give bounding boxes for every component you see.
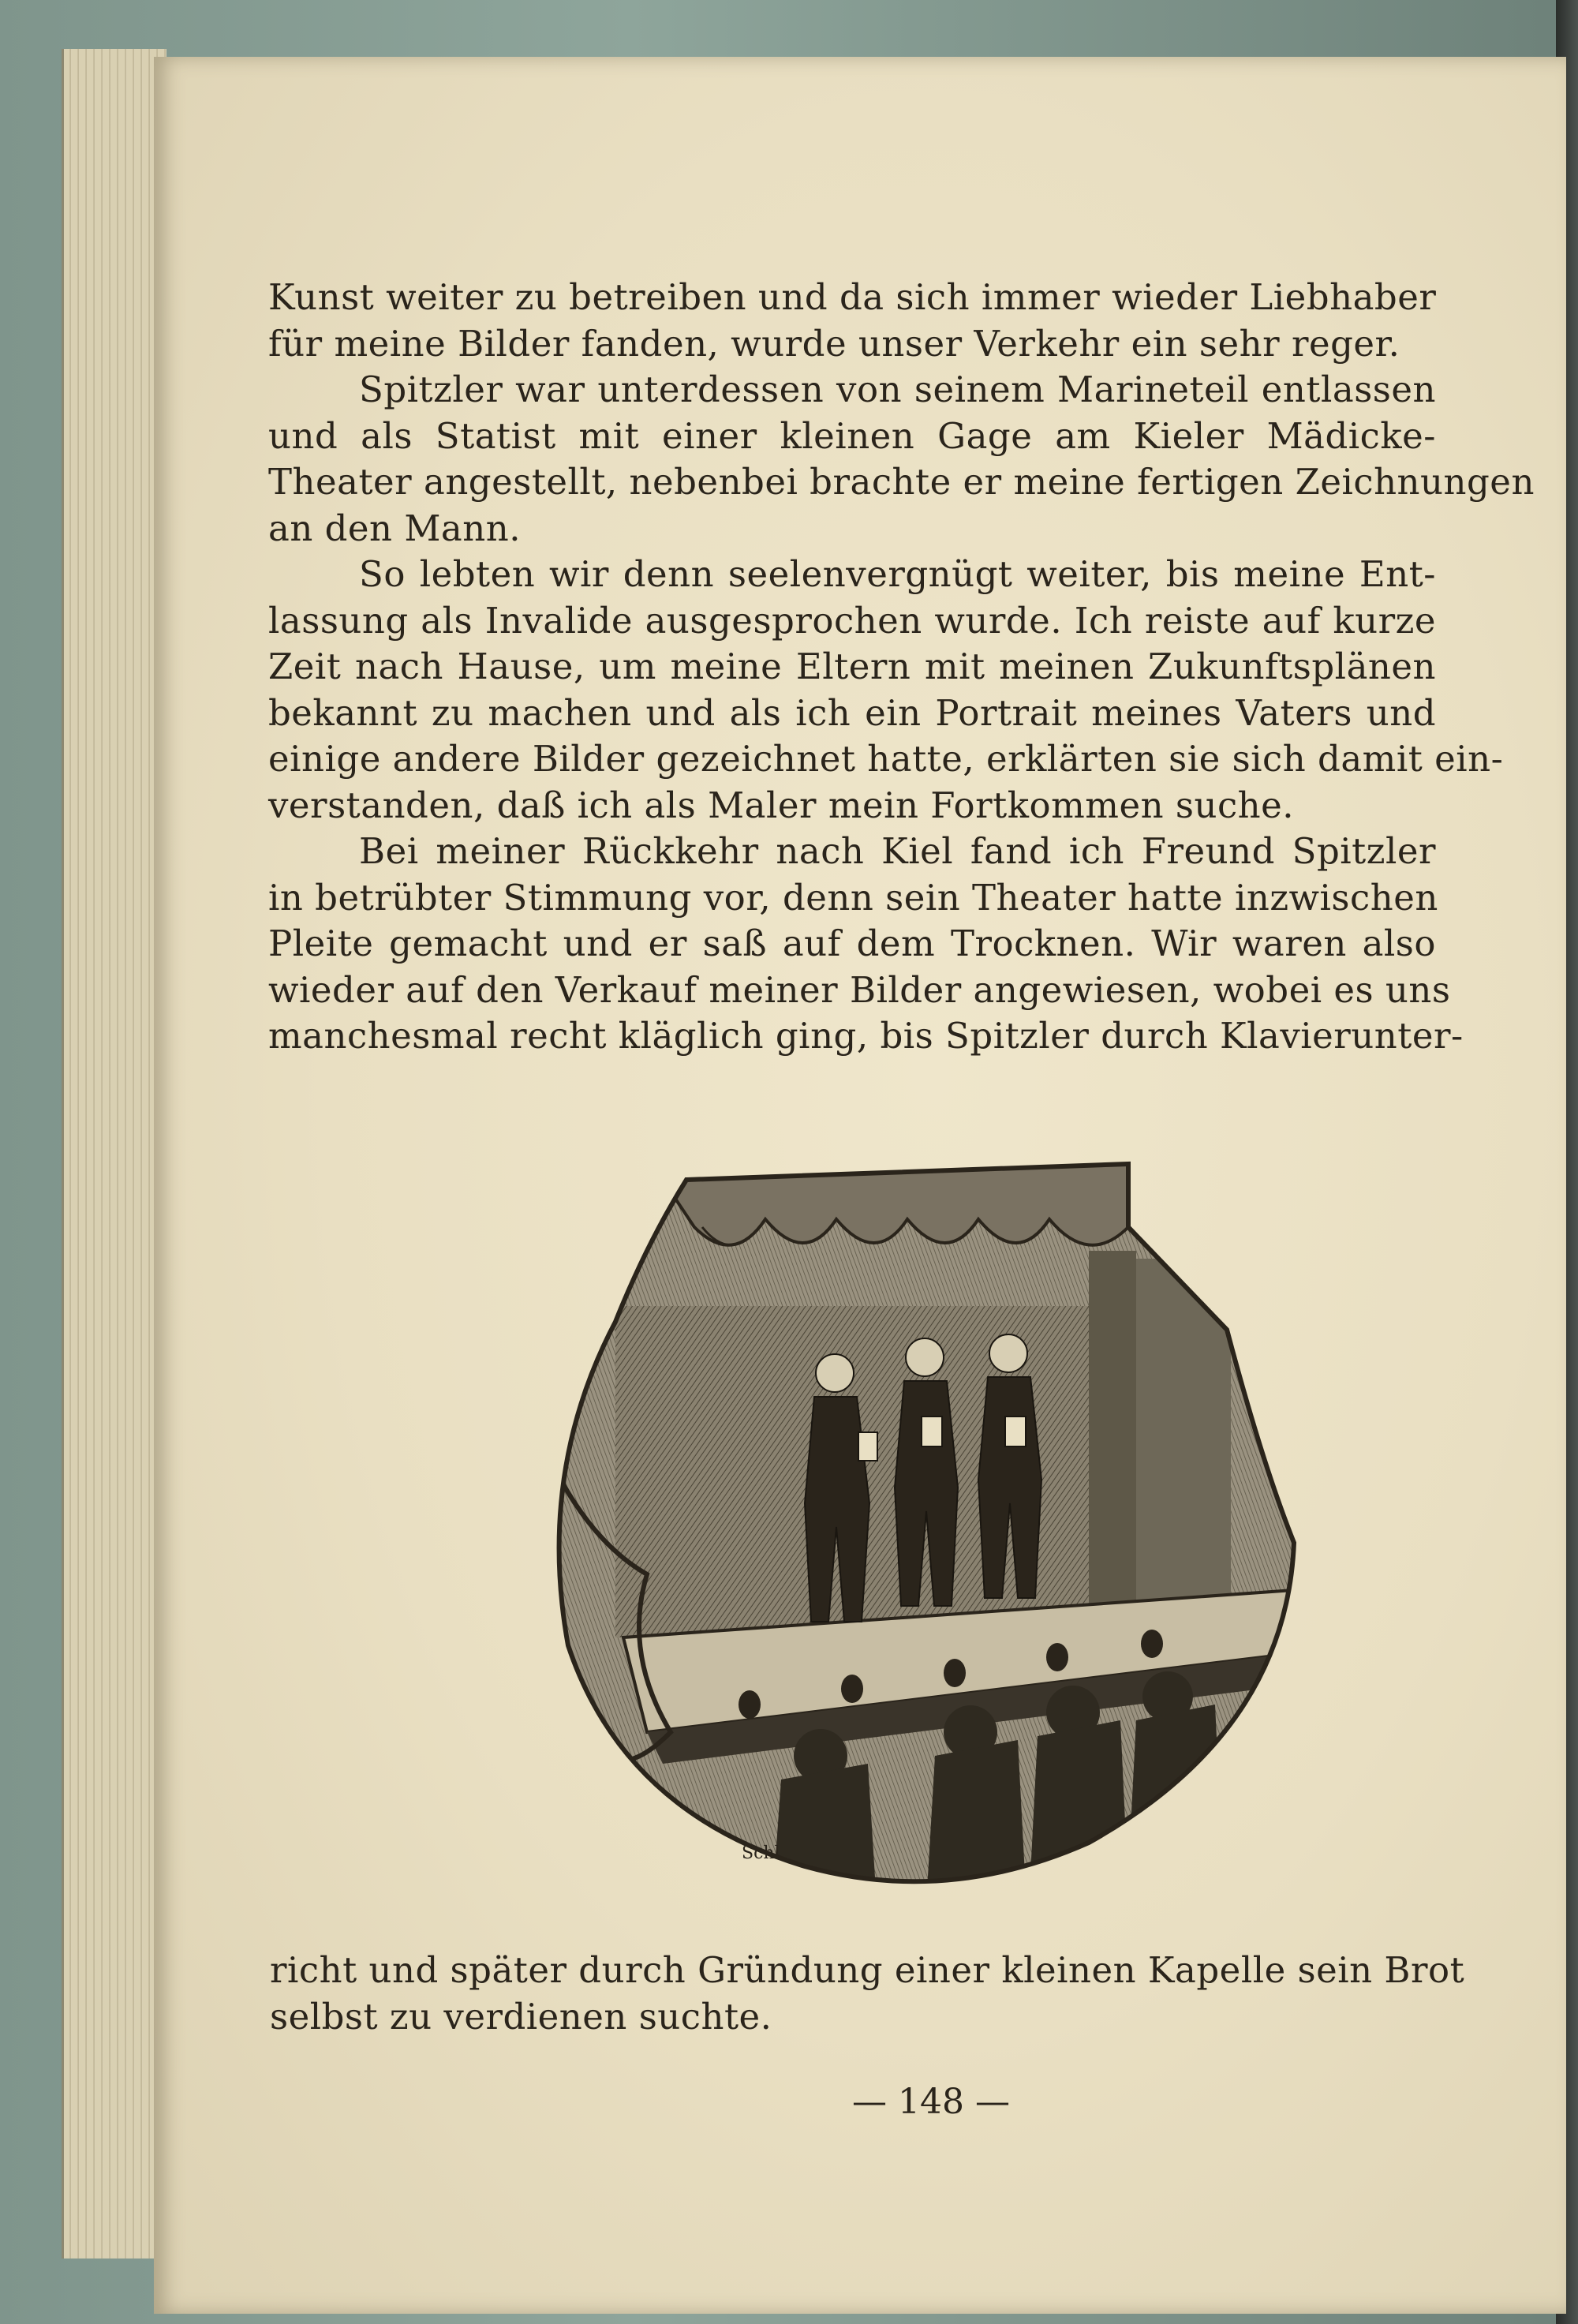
text-line: richt und später durch Gründung einer kleinen Kapelle sein Brot	[270, 1949, 1465, 1991]
text-line: Bei meiner Rückkehr nach Kiel fand ich Freund Spitzler	[359, 830, 1436, 872]
text-line: Zeit nach Hause, um meine Eltern mit meinen Zukunftsplänen	[268, 646, 1436, 687]
text-line: für meine Bilder fanden, wurde unser Verkehr ein sehr reger.	[268, 322, 1400, 365]
text-line: verstanden, daß ich als Maler mein Fortkommen suche.	[268, 784, 1295, 826]
text-line: und als Statist mit einer kleinen Gage am Kieler Mädicke-	[268, 414, 1436, 457]
theater-stage-illustration	[505, 1132, 1314, 1902]
text-line: Kunst weiter zu betreiben und da sich immer wieder Liebhaber	[268, 276, 1437, 318]
text-line: an den Mann.	[268, 507, 522, 549]
text-line: manchesmal recht kläglich ging, bis Spitzler durch Klavierunter-	[268, 1015, 1464, 1057]
body-text-top	[268, 275, 1535, 1060]
text-line: So lebten wir denn seelenvergnügt weiter, bis meine Ent-	[359, 553, 1436, 595]
body-text-bottom	[270, 1948, 1465, 2040]
text-line: Theater angestellt, nebenbei brachte er meine fertigen Zeichnungen	[268, 461, 1535, 503]
illustration-signature: Schl.	[742, 1843, 786, 1863]
text-line: wieder auf den Verkauf meiner Bilder angewiesen, wobei es uns	[268, 968, 1451, 1011]
page-number: — 148 —	[852, 2082, 1010, 2122]
text-line: Pleite gemacht und er saß auf dem Trocknen. Wir waren also	[268, 922, 1436, 964]
text-line: selbst zu verdienen suchte.	[270, 1995, 772, 2038]
text-line: bekannt zu machen und als ich ein Portrait meines Vaters und	[268, 691, 1436, 734]
text-line: in betrübter Stimmung vor, denn sein Theater hatte inzwischen	[268, 876, 1438, 919]
page-edges	[62, 49, 166, 2259]
text-line: Spitzler war unterdessen von seinem Marineteil entlassen	[359, 369, 1436, 410]
text-line: lassung als Invalide ausgesprochen wurde. Ich reiste auf kurze	[268, 599, 1436, 642]
text-line: einige andere Bilder gezeichnet hatte, erklärten sie sich damit ein-	[268, 738, 1504, 780]
